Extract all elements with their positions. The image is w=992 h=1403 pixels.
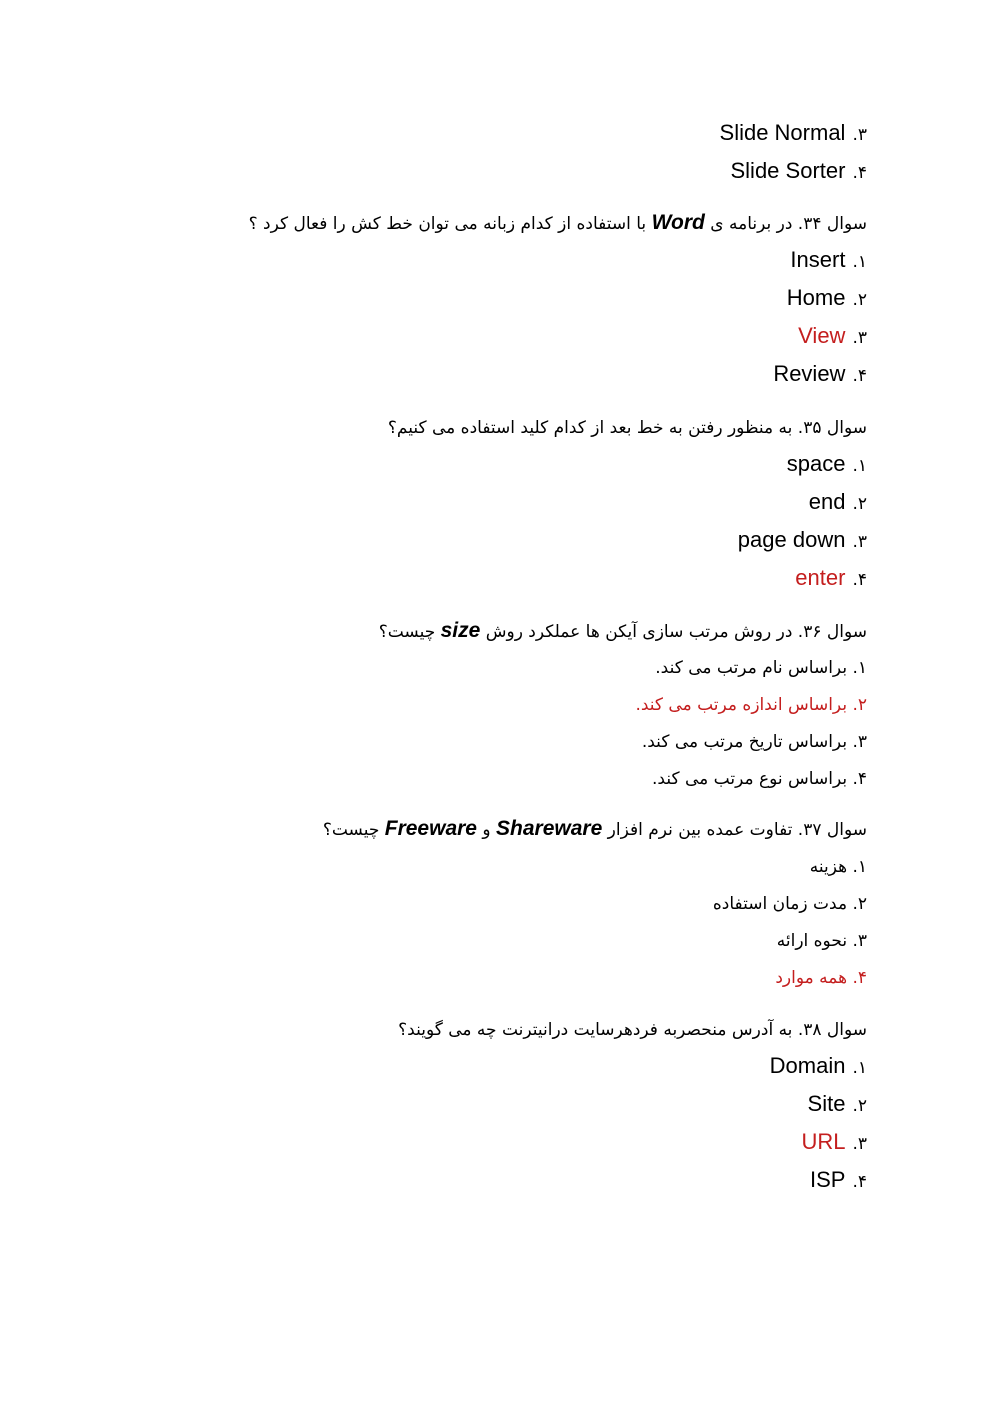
option-item: ۴. Slide Sorter xyxy=(730,158,867,183)
option-item-correct: ۴. enter xyxy=(795,565,867,590)
option-item: ۳. نحوه ارائه xyxy=(776,931,867,951)
option-item: ۱. space xyxy=(786,451,867,476)
option-item-correct: ۴. همه موارد xyxy=(775,968,867,988)
option-item: ۲. end xyxy=(808,489,867,514)
option-item: ۲. Home xyxy=(786,285,867,310)
question-35: سوال ۳۵. به منظور رفتن به خط بعد از کدام کلید استفاده می کنیم؟ xyxy=(387,418,867,438)
option-item: ۳. براساس تاریخ مرتب می کند. xyxy=(641,732,867,752)
option-item-correct: ۲. براساس اندازه مرتب می کند. xyxy=(635,695,867,715)
option-item: ۱. هزینه xyxy=(809,857,867,877)
option-item: ۱. Insert xyxy=(790,247,867,272)
question-37: سوال ۳۷. تفاوت عمده بین نرم افزار Shareware و Freeware چیست؟ xyxy=(322,817,867,840)
option-item: ۴. Review xyxy=(773,361,867,386)
option-item-correct: ۳. URL xyxy=(801,1129,867,1154)
option-item: ۲. Site xyxy=(807,1091,867,1116)
question-34: سوال ۳۴. در برنامه ی Word با استفاده از کدام زبانه می توان خط کش را فعال کرد ؟ xyxy=(248,211,867,234)
option-item: ۳. Slide Normal xyxy=(719,120,867,145)
question-36: سوال ۳۶. در روش مرتب سازی آیکن ها عملکرد روش size چیست؟ xyxy=(378,619,867,642)
option-item: ۱. Domain xyxy=(769,1053,867,1078)
question-38: سوال ۳۸. به آدرس منحصربه فردهرسایت درانیترنت چه می گویند؟ xyxy=(398,1020,867,1040)
option-item: ۲. مدت زمان استفاده xyxy=(712,894,867,914)
option-item: ۴. ISP xyxy=(809,1167,867,1192)
option-item: ۳. page down xyxy=(737,527,867,552)
option-item: ۴. براساس نوع مرتب می کند. xyxy=(652,769,867,789)
option-item: ۱. براساس نام مرتب می کند. xyxy=(655,658,867,678)
option-item-correct: ۳. View xyxy=(798,323,867,348)
